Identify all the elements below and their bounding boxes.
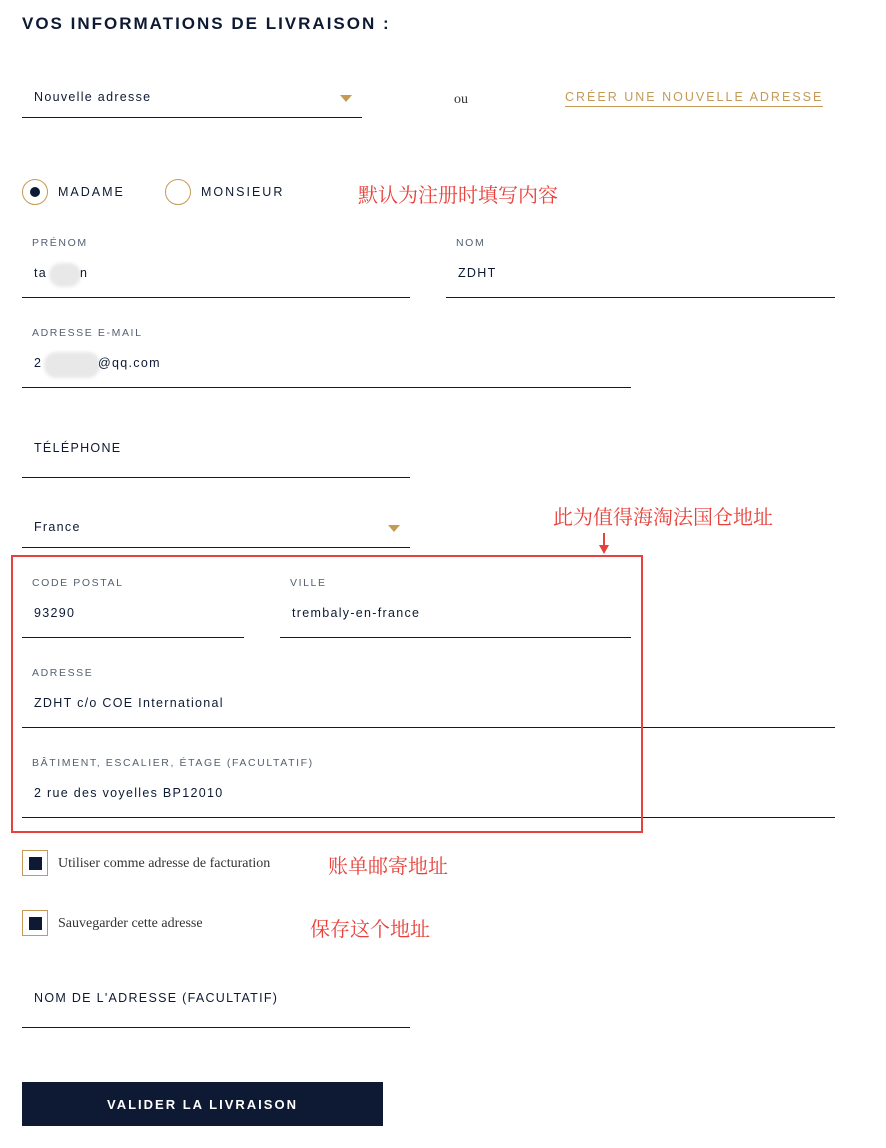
annotation-warehouse: 此为值得海淘法国仓地址	[553, 505, 773, 529]
radio-selected-dot	[30, 187, 40, 197]
checkbox-checked-fill	[29, 857, 42, 870]
batiment-label: BÂTIMENT, ESCALIER, ÉTAGE (FACULTATIF)	[32, 757, 314, 769]
radio-monsieur-label[interactable]: MONSIEUR	[201, 185, 285, 199]
email-label: ADRESSE E-MAIL	[32, 327, 143, 339]
email-underline	[22, 387, 631, 388]
create-address-link[interactable]: CRÉER UNE NOUVELLE ADRESSE	[565, 90, 823, 107]
redacted-blur	[49, 263, 81, 287]
prenom-value-end: n	[80, 266, 89, 280]
code-postal-value: 93290	[34, 606, 76, 620]
batiment-value: 2 rue des voyelles BP12010	[34, 786, 224, 800]
email-field[interactable]	[22, 326, 631, 388]
annotation-default: 默认为注册时填写内容	[358, 183, 558, 207]
code-postal-label: CODE POSTAL	[32, 577, 124, 589]
telephone-placeholder: TÉLÉPHONE	[34, 441, 122, 455]
billing-checkbox[interactable]	[22, 850, 48, 876]
email-value-end: @qq.com	[98, 356, 161, 370]
radio-monsieur[interactable]	[165, 179, 191, 205]
redacted-blur	[44, 352, 100, 378]
nom-field[interactable]	[446, 236, 835, 298]
annotation-save: 保存这个地址	[310, 917, 430, 941]
ville-value: trembaly-en-france	[292, 606, 421, 620]
country-select[interactable]	[22, 516, 410, 548]
nom-label: NOM	[456, 237, 486, 249]
save-address-checkbox[interactable]	[22, 910, 48, 936]
address-name-field[interactable]	[22, 986, 410, 1028]
page-title: VOS INFORMATIONS DE LIVRAISON :	[22, 14, 391, 33]
annotation-billing: 账单邮寄地址	[328, 854, 448, 878]
ville-label: VILLE	[290, 577, 327, 589]
telephone-field[interactable]	[22, 436, 410, 478]
prenom-underline	[22, 297, 410, 298]
email-value-start: 2	[34, 356, 43, 370]
checkbox-checked-fill	[29, 917, 42, 930]
annotation-highlight-box	[11, 555, 643, 833]
address-select-underline	[22, 117, 362, 118]
prenom-value-start: ta	[34, 266, 48, 280]
chevron-down-icon	[388, 525, 400, 532]
validate-delivery-button[interactable]: VALIDER LA LIVRAISON	[22, 1082, 383, 1126]
adresse-label: ADRESSE	[32, 667, 94, 679]
nom-value: ZDHT	[458, 266, 497, 280]
save-address-checkbox-label[interactable]: Sauvegarder cette adresse	[58, 916, 203, 931]
prenom-field[interactable]	[22, 236, 410, 298]
nom-underline	[446, 297, 835, 298]
annotation-arrow-head	[599, 545, 609, 554]
address-select[interactable]	[22, 86, 362, 118]
radio-madame[interactable]	[22, 179, 48, 205]
country-select-value: France	[34, 520, 81, 534]
country-select-underline	[22, 547, 410, 548]
adresse-value: ZDHT c/o COE International	[34, 696, 224, 710]
address-name-underline	[22, 1027, 410, 1028]
address-select-value: Nouvelle adresse	[34, 90, 152, 104]
or-text: ou	[454, 92, 468, 107]
billing-checkbox-label[interactable]: Utiliser comme adresse de facturation	[58, 856, 271, 871]
chevron-down-icon	[340, 95, 352, 102]
prenom-label: PRÉNOM	[32, 237, 88, 249]
radio-madame-label[interactable]: MADAME	[58, 185, 125, 199]
address-name-placeholder: NOM DE L'ADRESSE (FACULTATIF)	[34, 991, 279, 1005]
telephone-underline	[22, 477, 410, 478]
